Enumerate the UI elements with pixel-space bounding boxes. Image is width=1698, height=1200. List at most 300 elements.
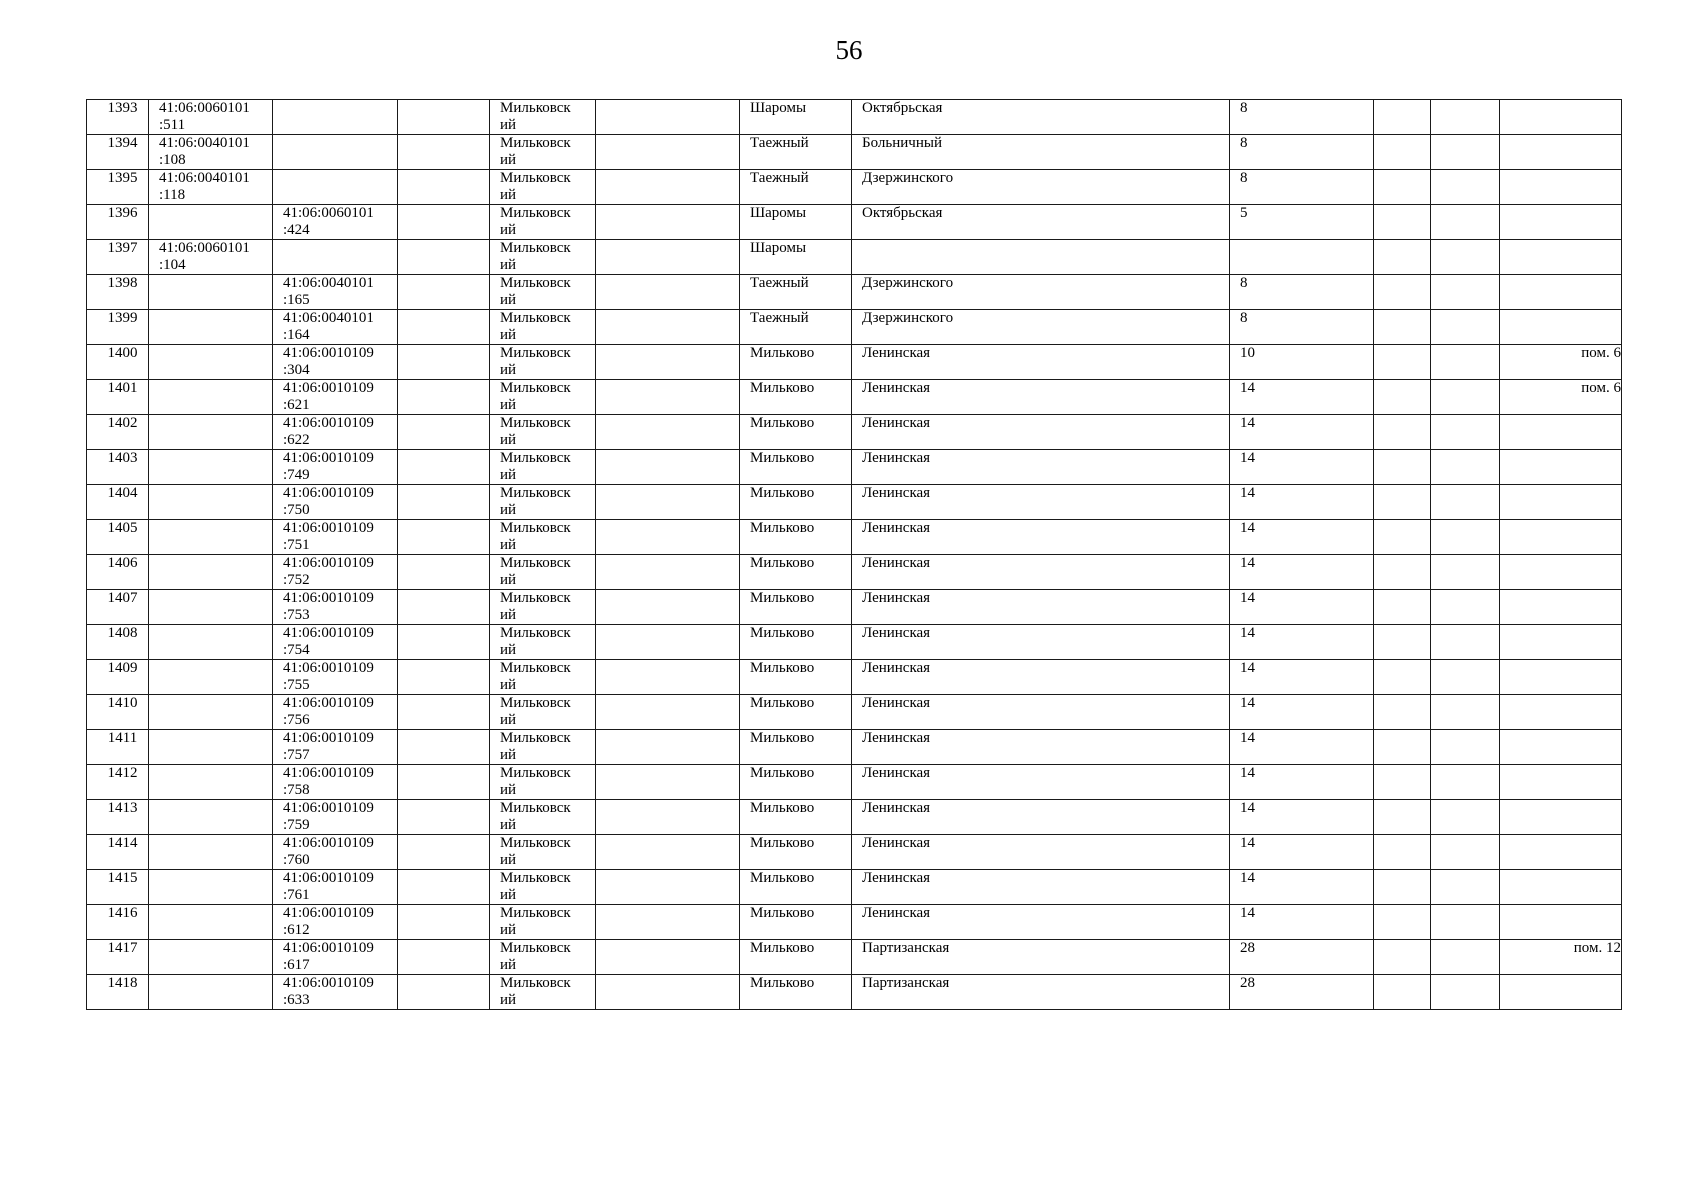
cadastral-number-a-cell <box>149 520 273 555</box>
empty-cell <box>1374 625 1431 660</box>
table-row <box>87 380 1622 415</box>
district-line1: Мильковск <box>500 905 571 921</box>
cadastral-number-b-cell <box>273 170 398 205</box>
empty-cell <box>398 135 490 170</box>
cadastral-number-b-line1: 41:06:0010109 <box>283 975 374 991</box>
empty-cell <box>1431 100 1500 135</box>
empty-cell <box>398 450 490 485</box>
row-number-cell <box>87 520 149 555</box>
empty-cell <box>398 485 490 520</box>
row-number-cell <box>87 800 149 835</box>
cadastral-number-a-cell <box>149 345 273 380</box>
street-name: Ленинская <box>862 765 931 781</box>
street-cell <box>852 310 1230 345</box>
note-cell <box>1500 380 1622 415</box>
empty-cell <box>398 800 490 835</box>
cadastral-number-b-line2: :622 <box>283 432 310 448</box>
street-name: Ленинская <box>862 345 931 361</box>
empty-cell <box>398 415 490 450</box>
cadastral-number-b-line2: :753 <box>283 607 310 623</box>
house-cell <box>1230 800 1374 835</box>
empty-cell <box>1431 135 1500 170</box>
row-number: 1416 <box>107 905 138 921</box>
district-line1: Мильковск <box>500 660 571 676</box>
district-cell <box>490 345 596 380</box>
empty-cell <box>596 170 740 205</box>
cadastral-number-b-cell <box>273 835 398 870</box>
cadastral-number-b-cell <box>273 590 398 625</box>
empty-cell <box>1374 520 1431 555</box>
district-cell <box>490 555 596 590</box>
district-cell <box>490 240 596 275</box>
district-line2: ий <box>500 327 517 343</box>
cadastral-number-b-line1: 41:06:0010109 <box>283 415 374 431</box>
row-number-cell <box>87 660 149 695</box>
street-cell <box>852 275 1230 310</box>
row-number: 1401 <box>107 380 138 396</box>
cadastral-number-b-cell <box>273 380 398 415</box>
note-cell <box>1500 800 1622 835</box>
empty-cell <box>1374 800 1431 835</box>
settlement-name: Мильково <box>750 940 815 956</box>
district-line2: ий <box>500 572 517 588</box>
house-number: 5 <box>1240 205 1248 221</box>
settlement-cell <box>740 450 852 485</box>
cadastral-number-b-line1: 41:06:0040101 <box>283 275 374 291</box>
street-name: Ленинская <box>862 450 931 466</box>
table-row <box>87 625 1622 660</box>
house-cell <box>1230 695 1374 730</box>
street-cell <box>852 520 1230 555</box>
table-row <box>87 485 1622 520</box>
cadastral-number-b-cell <box>273 555 398 590</box>
cadastral-number-b-cell <box>273 660 398 695</box>
district-line2: ий <box>500 817 517 833</box>
street-name: Ленинская <box>862 870 931 886</box>
row-number-cell <box>87 485 149 520</box>
table-row <box>87 415 1622 450</box>
cadastral-number-b-line2: :617 <box>283 957 310 973</box>
cadastral-number-b-cell <box>273 695 398 730</box>
note-cell <box>1500 135 1622 170</box>
settlement-cell <box>740 940 852 975</box>
cadastral-number-a-cell <box>149 765 273 800</box>
empty-cell <box>1374 975 1431 1010</box>
cadastral-number-b-line1: 41:06:0010109 <box>283 800 374 816</box>
empty-cell <box>398 520 490 555</box>
district-line1: Мильковск <box>500 590 571 606</box>
empty-cell <box>1374 100 1431 135</box>
note-cell <box>1500 765 1622 800</box>
premises-note: пом. 12 <box>1573 940 1621 956</box>
cadastral-number-a-cell <box>149 100 273 135</box>
house-number: 8 <box>1240 275 1248 291</box>
street-name: Ленинская <box>862 835 931 851</box>
cadastral-number-a-line2: :511 <box>159 117 186 133</box>
cadastral-number-b-line2: :621 <box>283 397 310 413</box>
street-cell <box>852 695 1230 730</box>
note-cell <box>1500 100 1622 135</box>
cadastral-number-a-line2: :104 <box>159 257 186 273</box>
empty-cell <box>596 660 740 695</box>
district-line1: Мильковск <box>500 555 571 571</box>
district-cell <box>490 660 596 695</box>
cadastral-number-a-cell <box>149 450 273 485</box>
empty-cell <box>596 345 740 380</box>
cadastral-number-a-cell <box>149 660 273 695</box>
premises-note: пом. 6 <box>1581 345 1621 361</box>
house-number: 14 <box>1240 590 1255 606</box>
house-number: 14 <box>1240 905 1255 921</box>
empty-cell <box>1431 625 1500 660</box>
district-cell <box>490 625 596 660</box>
row-number-cell <box>87 275 149 310</box>
empty-cell <box>1374 765 1431 800</box>
settlement-name: Мильково <box>750 450 815 466</box>
empty-cell <box>596 940 740 975</box>
empty-cell <box>596 975 740 1010</box>
district-line1: Мильковск <box>500 485 571 501</box>
cadastral-number-b-cell <box>273 765 398 800</box>
settlement-cell <box>740 835 852 870</box>
empty-cell <box>1431 835 1500 870</box>
cadastral-number-a-cell <box>149 835 273 870</box>
empty-cell <box>596 765 740 800</box>
table-row <box>87 275 1622 310</box>
district-cell <box>490 380 596 415</box>
district-line2: ий <box>500 607 517 623</box>
empty-cell <box>596 520 740 555</box>
table-row <box>87 975 1622 1010</box>
district-cell <box>490 170 596 205</box>
cadastral-number-b-cell <box>273 485 398 520</box>
street-cell <box>852 380 1230 415</box>
house-number: 14 <box>1240 380 1255 396</box>
table-row <box>87 765 1622 800</box>
district-cell <box>490 415 596 450</box>
street-name: Ленинская <box>862 380 931 396</box>
row-number: 1414 <box>107 835 138 851</box>
empty-cell <box>398 310 490 345</box>
district-line2: ий <box>500 642 517 658</box>
house-cell <box>1230 450 1374 485</box>
empty-cell <box>1431 695 1500 730</box>
cadastral-number-a-cell <box>149 310 273 345</box>
street-cell <box>852 835 1230 870</box>
district-line2: ий <box>500 712 517 728</box>
cadastral-number-a-cell <box>149 870 273 905</box>
row-number: 1400 <box>107 345 138 361</box>
empty-cell <box>596 380 740 415</box>
street-name: Дзержинского <box>862 310 954 326</box>
table-row <box>87 520 1622 555</box>
district-cell <box>490 485 596 520</box>
note-cell <box>1500 450 1622 485</box>
note-cell <box>1500 975 1622 1010</box>
district-line2: ий <box>500 362 517 378</box>
row-number: 1395 <box>107 170 138 186</box>
street-cell <box>852 975 1230 1010</box>
empty-cell <box>1431 870 1500 905</box>
cadastral-number-b-line2: :758 <box>283 782 310 798</box>
house-number: 14 <box>1240 415 1255 431</box>
district-cell <box>490 450 596 485</box>
settlement-cell <box>740 100 852 135</box>
cadastral-number-a-line2: :118 <box>159 187 186 203</box>
cadastral-number-b-cell <box>273 730 398 765</box>
row-number: 1405 <box>107 520 138 536</box>
house-cell <box>1230 555 1374 590</box>
house-number: 14 <box>1240 765 1255 781</box>
street-name: Ленинская <box>862 800 931 816</box>
empty-cell <box>398 835 490 870</box>
district-cell <box>490 310 596 345</box>
district-line2: ий <box>500 922 517 938</box>
empty-cell <box>398 170 490 205</box>
street-cell <box>852 345 1230 380</box>
house-cell <box>1230 100 1374 135</box>
street-name: Ленинская <box>862 730 931 746</box>
district-cell <box>490 275 596 310</box>
house-cell <box>1230 730 1374 765</box>
cadastral-number-b-line2: :756 <box>283 712 310 728</box>
district-line1: Мильковск <box>500 205 571 221</box>
registry-table <box>86 99 1622 1010</box>
street-cell <box>852 450 1230 485</box>
cadastral-number-a-cell <box>149 625 273 660</box>
cadastral-number-b-line1: 41:06:0010109 <box>283 765 374 781</box>
empty-cell <box>398 660 490 695</box>
street-name: Октябрьская <box>862 205 943 221</box>
street-name: Партизанская <box>862 940 950 956</box>
note-cell <box>1500 170 1622 205</box>
cadastral-number-b-line2: :755 <box>283 677 310 693</box>
street-cell <box>852 940 1230 975</box>
settlement-name: Мильково <box>750 660 815 676</box>
settlement-cell <box>740 380 852 415</box>
table-row <box>87 240 1622 275</box>
empty-cell <box>1374 835 1431 870</box>
cadastral-number-a-line2: :108 <box>159 152 186 168</box>
district-line1: Мильковск <box>500 275 571 291</box>
note-cell <box>1500 730 1622 765</box>
empty-cell <box>398 555 490 590</box>
cadastral-number-b-line1: 41:06:0010109 <box>283 905 374 921</box>
empty-cell <box>1431 800 1500 835</box>
cadastral-number-b-line1: 41:06:0010109 <box>283 520 374 536</box>
note-cell <box>1500 625 1622 660</box>
cadastral-number-b-line1: 41:06:0010109 <box>283 730 374 746</box>
note-cell <box>1500 205 1622 240</box>
district-line2: ий <box>500 957 517 973</box>
row-number: 1393 <box>107 100 138 116</box>
settlement-cell <box>740 730 852 765</box>
street-name: Ленинская <box>862 625 931 641</box>
row-number-cell <box>87 205 149 240</box>
house-number: 14 <box>1240 555 1255 571</box>
house-cell <box>1230 590 1374 625</box>
row-number: 1406 <box>107 555 138 571</box>
settlement-cell <box>740 975 852 1010</box>
settlement-name: Мильково <box>750 835 815 851</box>
empty-cell <box>1374 275 1431 310</box>
house-number: 10 <box>1240 345 1255 361</box>
district-cell <box>490 135 596 170</box>
empty-cell <box>1431 730 1500 765</box>
district-line2: ий <box>500 397 517 413</box>
district-line2: ий <box>500 852 517 868</box>
cadastral-number-a-cell <box>149 730 273 765</box>
table-row <box>87 730 1622 765</box>
cadastral-number-a-cell <box>149 205 273 240</box>
empty-cell <box>1431 310 1500 345</box>
cadastral-number-a-line1: 41:06:0060101 <box>159 240 250 256</box>
empty-cell <box>596 485 740 520</box>
house-cell <box>1230 940 1374 975</box>
street-name: Партизанская <box>862 975 950 991</box>
house-cell <box>1230 975 1374 1010</box>
empty-cell <box>398 345 490 380</box>
note-cell <box>1500 835 1622 870</box>
table-row <box>87 590 1622 625</box>
empty-cell <box>596 415 740 450</box>
house-cell <box>1230 205 1374 240</box>
cadastral-number-a-cell <box>149 415 273 450</box>
cadastral-number-b-line1: 41:06:0010109 <box>283 870 374 886</box>
district-line1: Мильковск <box>500 450 571 466</box>
cadastral-number-b-line1: 41:06:0010109 <box>283 380 374 396</box>
district-line2: ий <box>500 432 517 448</box>
district-cell <box>490 905 596 940</box>
empty-cell <box>1431 905 1500 940</box>
row-number-cell <box>87 870 149 905</box>
empty-cell <box>1431 520 1500 555</box>
empty-cell <box>1431 170 1500 205</box>
district-line1: Мильковск <box>500 835 571 851</box>
empty-cell <box>596 240 740 275</box>
district-line1: Мильковск <box>500 415 571 431</box>
note-cell <box>1500 905 1622 940</box>
empty-cell <box>398 905 490 940</box>
note-cell <box>1500 275 1622 310</box>
empty-cell <box>398 975 490 1010</box>
empty-cell <box>1374 555 1431 590</box>
empty-cell <box>1374 345 1431 380</box>
cadastral-number-b-cell <box>273 135 398 170</box>
note-cell <box>1500 870 1622 905</box>
cadastral-number-b-line1: 41:06:0010109 <box>283 695 374 711</box>
settlement-name: Мильково <box>750 415 815 431</box>
note-cell <box>1500 940 1622 975</box>
row-number-cell <box>87 590 149 625</box>
row-number-cell <box>87 765 149 800</box>
note-cell <box>1500 590 1622 625</box>
cadastral-number-a-cell <box>149 555 273 590</box>
settlement-cell <box>740 905 852 940</box>
street-name: Дзержинского <box>862 275 954 291</box>
empty-cell <box>398 625 490 660</box>
district-line2: ий <box>500 887 517 903</box>
house-cell <box>1230 835 1374 870</box>
house-cell <box>1230 240 1374 275</box>
table-row <box>87 555 1622 590</box>
row-number: 1399 <box>107 310 138 326</box>
cadastral-number-b-line2: :751 <box>283 537 310 553</box>
cadastral-number-b-cell <box>273 310 398 345</box>
district-cell <box>490 730 596 765</box>
cadastral-number-b-line1: 41:06:0010109 <box>283 345 374 361</box>
settlement-name: Мильково <box>750 485 815 501</box>
cadastral-number-b-line1: 41:06:0010109 <box>283 625 374 641</box>
row-number: 1411 <box>107 730 138 746</box>
cadastral-number-a-cell <box>149 485 273 520</box>
note-cell <box>1500 415 1622 450</box>
table-row <box>87 800 1622 835</box>
street-cell <box>852 485 1230 520</box>
cadastral-number-b-line2: :760 <box>283 852 310 868</box>
empty-cell <box>596 135 740 170</box>
house-number: 14 <box>1240 485 1255 501</box>
table-row <box>87 135 1622 170</box>
house-number: 14 <box>1240 835 1255 851</box>
empty-cell <box>596 310 740 345</box>
row-number-cell <box>87 345 149 380</box>
cadastral-number-a-cell <box>149 275 273 310</box>
house-cell <box>1230 275 1374 310</box>
note-cell <box>1500 555 1622 590</box>
street-name: Больничный <box>862 135 942 151</box>
house-cell <box>1230 415 1374 450</box>
row-number: 1402 <box>107 415 138 431</box>
settlement-name: Шаромы <box>750 240 807 256</box>
street-cell <box>852 660 1230 695</box>
row-number-cell <box>87 170 149 205</box>
cadastral-number-a-cell <box>149 380 273 415</box>
settlement-name: Мильково <box>750 555 815 571</box>
empty-cell <box>398 590 490 625</box>
row-number-cell <box>87 555 149 590</box>
district-line2: ий <box>500 782 517 798</box>
cadastral-number-b-cell <box>273 450 398 485</box>
cadastral-number-b-line1: 41:06:0010109 <box>283 590 374 606</box>
street-name: Ленинская <box>862 590 931 606</box>
settlement-name: Таежный <box>750 170 809 186</box>
street-cell <box>852 730 1230 765</box>
house-number: 28 <box>1240 940 1255 956</box>
row-number: 1396 <box>107 205 138 221</box>
street-cell <box>852 625 1230 660</box>
house-number: 14 <box>1240 730 1255 746</box>
cadastral-number-b-cell <box>273 800 398 835</box>
empty-cell <box>596 555 740 590</box>
row-number-cell <box>87 975 149 1010</box>
row-number: 1404 <box>107 485 138 501</box>
district-cell <box>490 940 596 975</box>
street-cell <box>852 170 1230 205</box>
row-number: 1412 <box>107 765 138 781</box>
cadastral-number-b-line1: 41:06:0010109 <box>283 940 374 956</box>
settlement-name: Шаромы <box>750 100 807 116</box>
district-cell <box>490 205 596 240</box>
settlement-cell <box>740 800 852 835</box>
district-line1: Мильковск <box>500 870 571 886</box>
house-number: 14 <box>1240 800 1255 816</box>
cadastral-number-b-line1: 41:06:0040101 <box>283 310 374 326</box>
cadastral-number-a-cell <box>149 905 273 940</box>
cadastral-number-b-line1: 41:06:0010109 <box>283 450 374 466</box>
cadastral-number-b-cell <box>273 975 398 1010</box>
empty-cell <box>1431 275 1500 310</box>
